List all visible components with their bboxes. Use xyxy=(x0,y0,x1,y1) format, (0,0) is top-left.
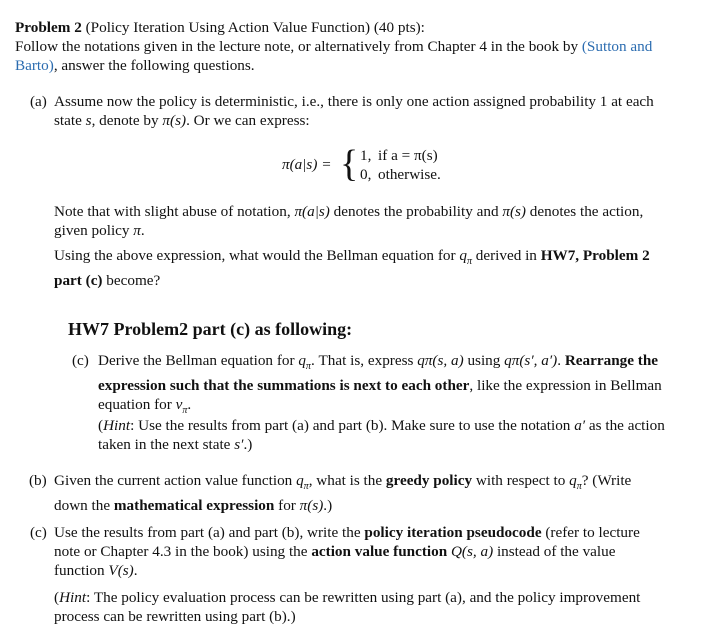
equation-case-1-value: 1, xyxy=(360,147,372,164)
part-c-hint xyxy=(54,588,640,626)
hw7-hint-line-1: (Hint: Use the results from part (a) and part (b). Make sure to use the notation a′ as the action xyxy=(98,417,665,434)
problem-intro-end: , answer the following questions. xyxy=(53,57,255,74)
policy-equation xyxy=(0,145,728,185)
part-b-text xyxy=(54,471,631,515)
part-c-hint-line-1: (Hint: The policy evaluation process can be rewritten using part (a), and the policy improvement xyxy=(54,589,641,606)
part-a-question xyxy=(54,246,650,290)
part-a-note xyxy=(54,202,643,240)
hw7-hint xyxy=(98,416,665,454)
equation-case-2-condition: otherwise. xyxy=(378,166,441,183)
equation-case-2-value: 0, xyxy=(360,166,372,183)
hw7-heading: HW7 Problem2 part (c) as following: xyxy=(68,319,353,339)
part-c-hint-line-2: process can be rewritten using part (b).) xyxy=(54,608,296,625)
part-a-line-1: Assume now the policy is deterministic, i.e., there is only one action assigned probability 1 at each xyxy=(54,93,654,110)
equation-lhs: π(a|s) = xyxy=(282,156,332,173)
part-a-line-2: state s, denote by π(s). Or we can express: xyxy=(54,112,310,129)
question-line-2: part (c) become? xyxy=(54,272,161,290)
part-c-text xyxy=(54,523,640,580)
part-a-text xyxy=(54,92,654,130)
note-line-1: Note that with slight abuse of notation, π(a|s) denotes the probability and π(s) denotes the action, xyxy=(54,203,644,220)
part-a-label: (a) xyxy=(30,93,47,110)
hw7-hint-line-2: taken in the next state s′.) xyxy=(98,436,253,453)
problem-label: Problem 2 xyxy=(15,19,82,36)
part-c-line-2: note or Chapter 4.3 in the book) using the action value function Q(s, a) instead of the value xyxy=(54,543,616,560)
equation-brace: { xyxy=(340,143,359,185)
hw7-line-1: Derive the Bellman equation for $q_\pi$. That is, express qπ(s, a) using qπ(s′, a′). Rearrange the xyxy=(98,352,659,373)
citation-link[interactable]: (Sutton and xyxy=(581,38,653,55)
question-line-1: Using the above expression, what would the Bellman equation for $q_\pi$ derived in HW7, Problem 2 xyxy=(54,247,650,268)
part-c-label: (c) xyxy=(30,524,47,541)
hw7-part-c-label: (c) xyxy=(72,352,89,369)
part-b-label: (b) xyxy=(29,472,47,489)
part-c-line-1: Use the results from part (a) and part (b), write the policy iteration pseudocode (refer to lecture xyxy=(54,524,640,541)
part-b-line-2: down the mathematical expression for π(s).) xyxy=(54,497,333,515)
part-c-line-3: function V(s). xyxy=(54,562,138,579)
citation-link-cont[interactable]: Barto) xyxy=(15,57,54,74)
hw7-line-2: expression such that the summations is next to each other, like the expression in Bellman xyxy=(98,377,662,395)
problem-header xyxy=(15,18,652,75)
hw7-line-3: equation for $v_\pi$. xyxy=(98,396,192,417)
note-line-2: given policy π. xyxy=(54,222,145,239)
equation-case-1-condition: if a = π(s) xyxy=(378,147,438,164)
problem-intro: Follow the notations given in the lecture note, or alternatively from Chapter 4 in the book by xyxy=(15,38,579,55)
part-b-line-1: Given the current action value function $q_\pi$, what is the greedy policy with respect to $q_\pi$? (Write xyxy=(54,472,632,493)
problem-title: (Policy Iteration Using Action Value Function) (40 pts): xyxy=(85,19,425,36)
hw7-part-c-text xyxy=(98,351,662,420)
